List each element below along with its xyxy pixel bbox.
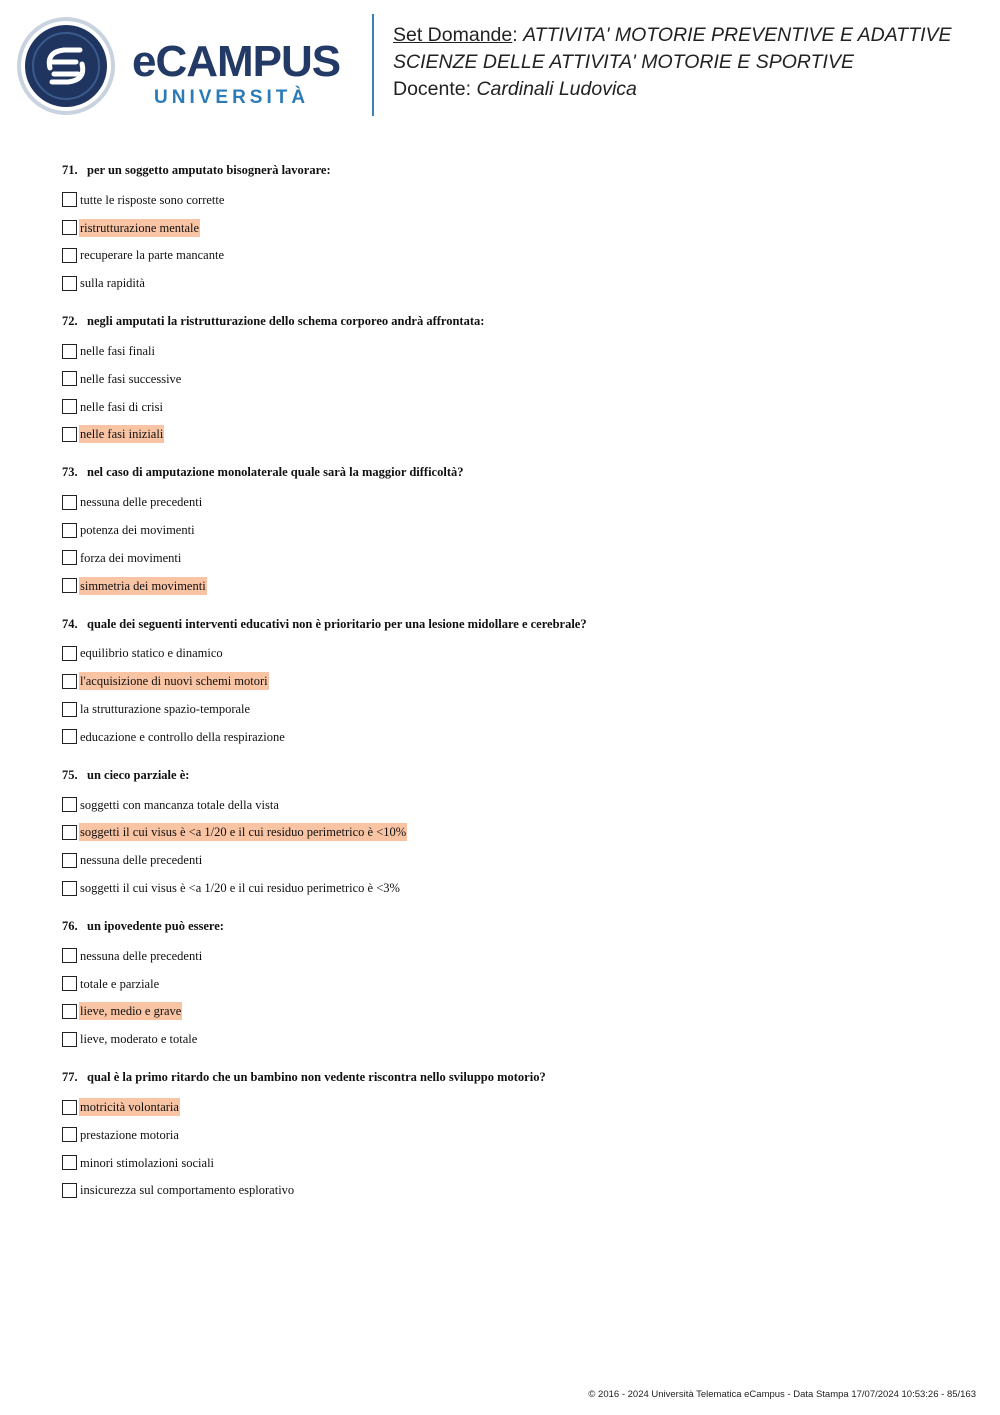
answer-text: potenza dei movimenti [80, 523, 195, 538]
answer-text: tutte le risposte sono corrette [80, 192, 225, 207]
answer-text: sulla rapidità [80, 276, 145, 291]
answer-checkbox[interactable] [62, 371, 77, 386]
answer-text: totale e parziale [80, 976, 160, 991]
ecampus-emblem-logo [16, 16, 116, 116]
question-text: negli amputati la ristrutturazione dello schema corporeo andrà affrontata: [87, 314, 485, 329]
answer-text: educazione e controllo della respirazione [80, 729, 285, 744]
answer-option[interactable] [62, 365, 962, 393]
header-divider [372, 14, 374, 116]
question-text: qual è la primo ritardo che un bambino non vedente riscontra nello sviluppo motorio? [87, 1070, 546, 1085]
course-title: SCIENZE DELLE ATTIVITA' MOTORIE E SPORTIVE [393, 51, 854, 73]
question-list [62, 160, 962, 1218]
answer-checkbox[interactable] [62, 427, 77, 442]
answer-text: recuperare la parte mancante [80, 248, 224, 263]
question-title [62, 160, 962, 180]
answer-option[interactable] [62, 572, 962, 600]
answer-checkbox[interactable] [62, 1032, 77, 1047]
answer-text: minori stimolazioni sociali [80, 1155, 215, 1170]
answer-option[interactable] [62, 242, 962, 270]
answer-text: lieve, moderato e totale [80, 1032, 198, 1047]
answer-checkbox[interactable] [62, 646, 77, 661]
set-colon: : [512, 24, 524, 46]
question-title [62, 614, 962, 634]
answer-checkbox[interactable] [62, 1100, 77, 1115]
answer-text: la strutturazione spazio-temporale [80, 702, 251, 717]
answer-option[interactable] [62, 846, 962, 874]
answer-checkbox[interactable] [62, 220, 77, 235]
question-title [62, 765, 962, 785]
answer-checkbox[interactable] [62, 550, 77, 565]
answer-option[interactable] [62, 488, 962, 516]
set-label: Set Domande [393, 24, 513, 46]
answer-checkbox[interactable] [62, 523, 77, 538]
answer-option[interactable] [62, 695, 962, 723]
answer-option[interactable] [62, 1025, 962, 1053]
question-block [62, 160, 962, 297]
question-number: 74. [62, 616, 78, 631]
question-block [62, 462, 962, 599]
answer-option[interactable] [62, 214, 962, 242]
answer-checkbox[interactable] [62, 853, 77, 868]
answer-option[interactable] [62, 393, 962, 421]
answer-option[interactable] [62, 186, 962, 214]
answer-text: nessuna delle precedenti [80, 853, 203, 868]
answer-text: soggetti il cui visus è <a 1/20 e il cui residuo perimetrico è <3% [80, 881, 400, 896]
answer-checkbox[interactable] [62, 399, 77, 414]
answer-text: nelle fasi finali [80, 344, 155, 359]
answer-option[interactable] [62, 942, 962, 970]
answer-option[interactable] [62, 544, 962, 572]
question-number: 75. [62, 767, 78, 782]
answer-option[interactable] [62, 667, 962, 695]
answer-option[interactable] [62, 970, 962, 998]
answer-checkbox[interactable] [62, 881, 77, 896]
answer-option[interactable] [62, 791, 962, 819]
answer-checkbox[interactable] [62, 495, 77, 510]
answer-checkbox[interactable] [62, 797, 77, 812]
answer-text-highlighted: simmetria dei movimenti [80, 578, 206, 593]
question-number: 77. [62, 1070, 78, 1085]
answer-text: equilibrio statico e dinamico [80, 646, 223, 661]
question-text: un ipovedente può essere: [87, 918, 224, 933]
teacher-label: Docente: [393, 78, 477, 100]
ecampus-wordmark [132, 37, 354, 112]
answer-text-highlighted: lieve, medio e grave [80, 1004, 182, 1019]
header-info [393, 22, 952, 103]
answer-text: nelle fasi successive [80, 371, 182, 386]
answer-option[interactable] [62, 874, 962, 902]
brand-subtitle: UNIVERSITÀ [154, 87, 310, 108]
question-block [62, 916, 962, 1053]
question-title [62, 462, 962, 482]
answer-checkbox[interactable] [62, 192, 77, 207]
question-text: quale dei seguenti interventi educativi non è prioritario per una lesione midollare e cerebrale? [87, 616, 587, 631]
answer-text: nelle fasi di crisi [80, 399, 163, 414]
brand-name: eCAMPUS [132, 37, 341, 86]
question-text: un cieco parziale è: [87, 767, 190, 782]
answer-option[interactable] [62, 337, 962, 365]
answer-checkbox[interactable] [62, 1183, 77, 1198]
answer-text: forza dei movimenti [80, 550, 182, 565]
page-header [0, 0, 1000, 130]
question-text: nel caso di amputazione monolaterale quale sarà la maggior difficoltà? [87, 465, 464, 480]
answer-option[interactable] [62, 998, 962, 1026]
answer-option[interactable] [62, 723, 962, 751]
answer-option[interactable] [62, 269, 962, 297]
answer-checkbox[interactable] [62, 948, 77, 963]
answer-text: insicurezza sul comportamento esplorativo [80, 1183, 295, 1198]
question-title [62, 916, 962, 936]
question-block [62, 311, 962, 448]
answer-option[interactable] [62, 421, 962, 449]
question-title [62, 1067, 962, 1087]
answer-checkbox[interactable] [62, 1127, 77, 1142]
answer-option[interactable] [62, 516, 962, 544]
answer-text-highlighted: motricità volontaria [80, 1100, 179, 1115]
answer-option[interactable] [62, 819, 962, 847]
answer-checkbox[interactable] [62, 674, 77, 689]
question-number: 76. [62, 918, 78, 933]
set-line [393, 22, 952, 49]
answer-text: nessuna delle precedenti [80, 495, 203, 510]
page-footer: © 2016 - 2024 Università Telematica eCampus - Data Stampa 17/07/2024 10:53:26 - 85/163 [588, 1389, 976, 1400]
course-line [393, 49, 952, 76]
answer-option[interactable] [62, 640, 962, 668]
answer-option[interactable] [62, 1177, 962, 1205]
question-number: 71. [62, 163, 78, 177]
answer-checkbox[interactable] [62, 1004, 77, 1019]
answer-checkbox[interactable] [62, 825, 77, 840]
answer-text-highlighted: nelle fasi iniziali [80, 427, 164, 442]
answer-checkbox[interactable] [62, 248, 77, 263]
answer-text: soggetti con mancanza totale della vista [80, 797, 279, 812]
answer-checkbox[interactable] [62, 344, 77, 359]
answer-text-highlighted: l'acquisizione di nuovi schemi motori [80, 674, 268, 689]
question-number: 72. [62, 314, 78, 329]
answer-text-highlighted: ristrutturazione mentale [80, 220, 200, 235]
set-title: ATTIVITA' MOTORIE PREVENTIVE E ADATTIVE [523, 24, 952, 46]
question-block [62, 1067, 962, 1204]
answer-text: prestazione motoria [80, 1127, 179, 1142]
question-title [62, 311, 962, 331]
question-block [62, 614, 962, 751]
teacher-name: Cardinali Ludovica [476, 78, 637, 100]
question-text: per un soggetto amputato bisognerà lavorare: [87, 163, 331, 177]
question-block [62, 765, 962, 902]
answer-checkbox[interactable] [62, 976, 77, 991]
question-number: 73. [62, 465, 78, 480]
answer-checkbox[interactable] [62, 1155, 77, 1170]
answer-checkbox[interactable] [62, 578, 77, 593]
answer-option[interactable] [62, 1093, 962, 1121]
answer-text: nessuna delle precedenti [80, 948, 203, 963]
teacher-line [393, 76, 952, 103]
answer-text-highlighted: soggetti il cui visus è <a 1/20 e il cui residuo perimetrico è <10% [80, 825, 407, 840]
answer-checkbox[interactable] [62, 702, 77, 717]
answer-option[interactable] [62, 1121, 962, 1149]
answer-option[interactable] [62, 1149, 962, 1177]
answer-checkbox[interactable] [62, 729, 77, 744]
answer-checkbox[interactable] [62, 276, 77, 291]
